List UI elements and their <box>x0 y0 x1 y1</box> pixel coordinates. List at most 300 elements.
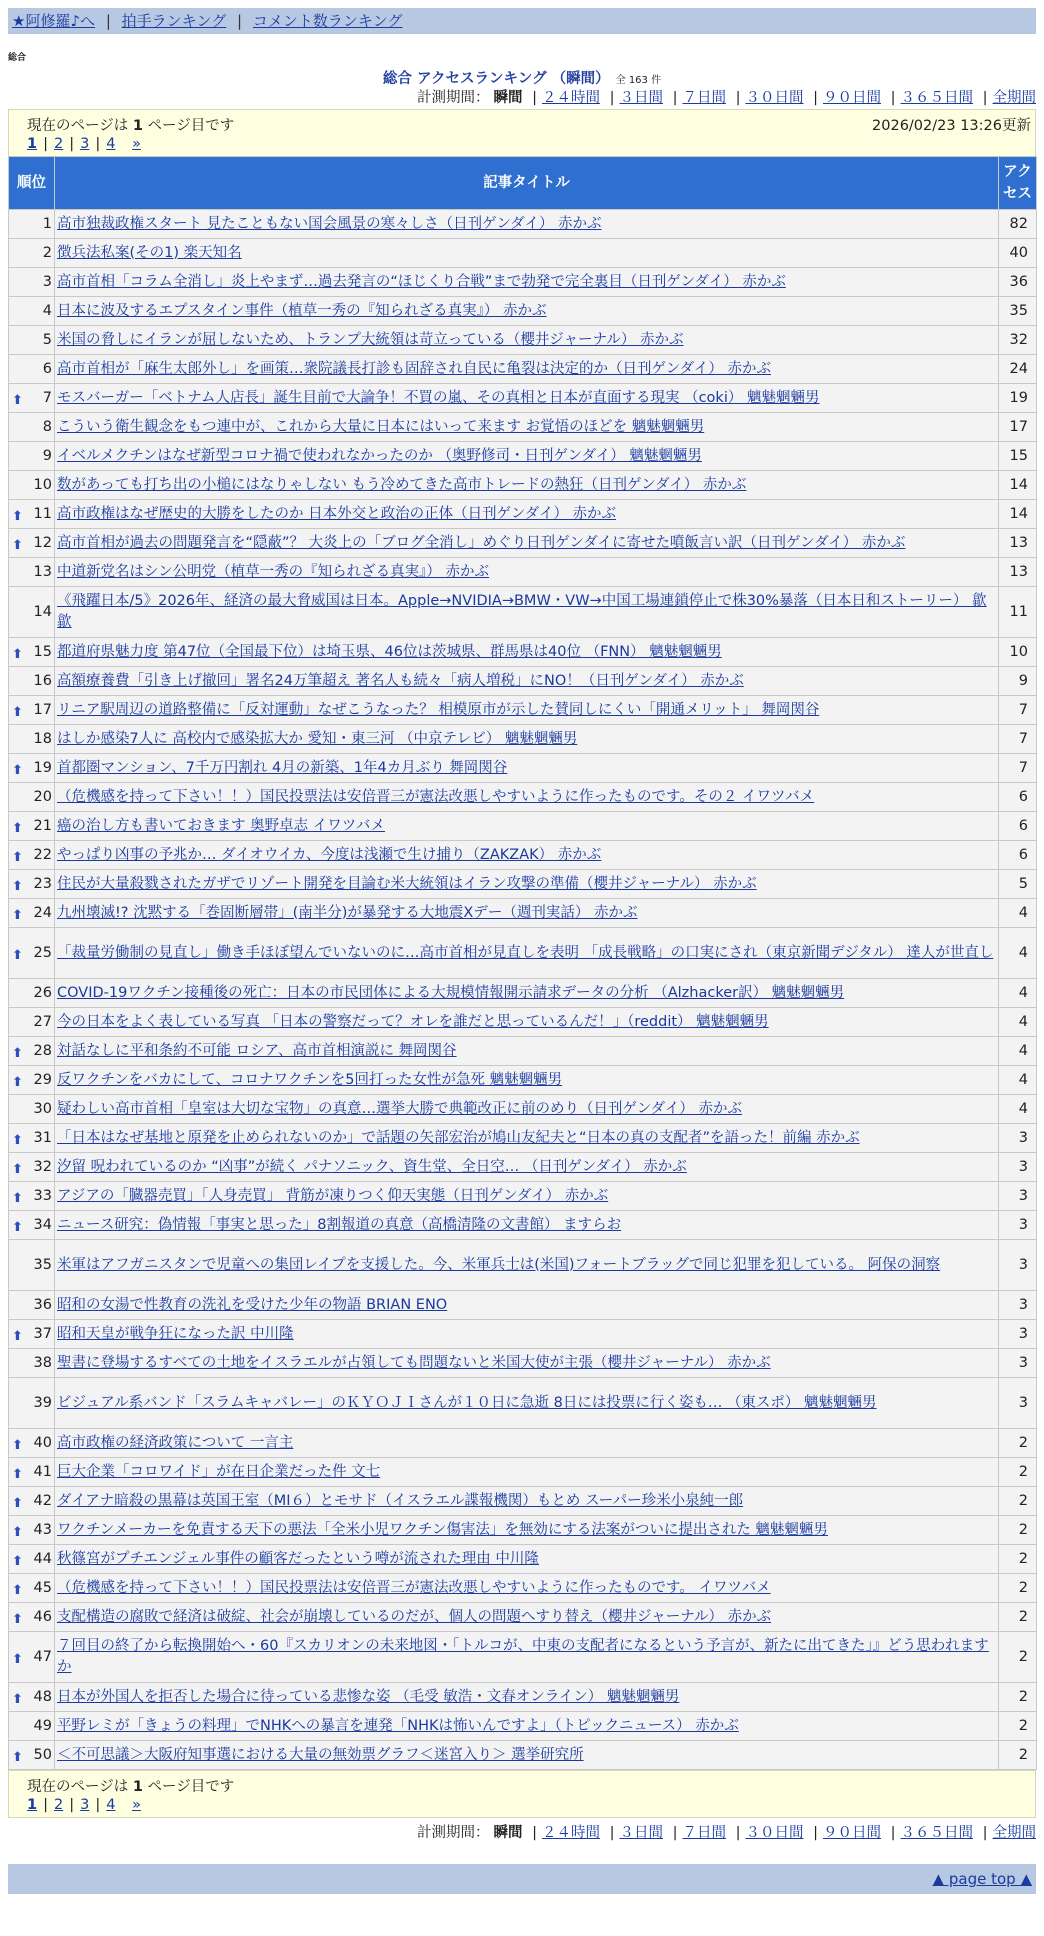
top-nav <box>8 8 1036 34</box>
access-count: 11 <box>999 587 1037 638</box>
period-7d-link[interactable]: ７日間 <box>682 1825 726 1841</box>
title-cell <box>55 870 999 899</box>
updated-timestamp: 2026/02/23 13:26更新 <box>872 118 1031 134</box>
title-cell <box>55 1320 999 1349</box>
title-cell <box>55 500 999 529</box>
up-arrow-icon: ⬆ <box>12 1191 23 1206</box>
up-arrow-icon: ⬆ <box>12 763 23 778</box>
table-row <box>9 471 1037 500</box>
access-count: 4 <box>999 979 1037 1008</box>
period-separator: | <box>609 1825 615 1841</box>
rank-cell <box>9 928 55 979</box>
table-row <box>9 1741 1037 1770</box>
page-next-link[interactable]: » <box>132 136 141 152</box>
table-row <box>9 638 1037 667</box>
table-row <box>9 696 1037 725</box>
title-cell <box>55 1066 999 1095</box>
title-cell <box>55 1574 999 1603</box>
period-365d-link[interactable]: ３６５日間 <box>900 90 973 106</box>
rank-cell <box>9 1008 55 1037</box>
article-title-link[interactable]: COVID-19ワクチン接種後の死亡：日本の市民団体による大規模情報開示請求データの分析 （Alzhacker訳） 魑魅魍魎男 <box>57 984 845 1001</box>
access-count: 2 <box>999 1683 1037 1712</box>
article-title-link[interactable]: 中道新党名はシン公明党（植草一秀の『知られざる真実』） 赤かぶ <box>57 563 489 580</box>
period-label: 計測期間： <box>417 1825 490 1841</box>
title-cell <box>55 413 999 442</box>
up-arrow-icon: ⬆ <box>12 1133 23 1148</box>
access-count: 7 <box>999 725 1037 754</box>
rank-cell <box>9 812 55 841</box>
title-cell <box>55 783 999 812</box>
table-row <box>9 667 1037 696</box>
table-row <box>9 1458 1037 1487</box>
rank-number: 39 <box>33 1394 52 1411</box>
title-cell <box>55 1603 999 1632</box>
article-title-link[interactable]: 高市独裁政権スタート 見たこともない国会風景の寒々しさ（日刊ゲンダイ） 赤かぶ <box>57 215 602 232</box>
access-count: 3 <box>999 1378 1037 1429</box>
access-count: 14 <box>999 500 1037 529</box>
access-count: 19 <box>999 384 1037 413</box>
page-link-3[interactable]: 3 <box>80 136 90 152</box>
rank-number: 25 <box>33 944 52 961</box>
clap-ranking-link[interactable]: 拍手ランキング <box>121 12 227 30</box>
rank-cell <box>9 1095 55 1124</box>
table-row <box>9 1712 1037 1741</box>
table-row <box>9 413 1037 442</box>
table-row <box>9 1291 1037 1320</box>
article-title-link[interactable]: こういう衛生観念をもつ連中が、これから大量に日本にはいって来ます お覚悟のほどを 魑魅魍魎男 <box>57 418 705 435</box>
rank-cell <box>9 210 55 239</box>
rank-number: 46 <box>33 1608 52 1625</box>
access-count: 4 <box>999 928 1037 979</box>
up-arrow-icon: ⬆ <box>12 948 23 963</box>
access-count: 7 <box>999 696 1037 725</box>
up-arrow-icon: ⬆ <box>12 1329 23 1344</box>
table-row <box>9 1429 1037 1458</box>
nav-separator: | <box>105 12 111 30</box>
article-title-link[interactable]: 米国の脅しにイランが屈しないため、トランプ大統領は苛立っている（櫻井ジャーナル） 赤かぶ <box>57 331 684 348</box>
title-cell <box>55 471 999 500</box>
title-cell <box>55 210 999 239</box>
page-title: 総合 アクセスランキング （瞬間） <box>382 71 610 87</box>
rank-cell <box>9 1574 55 1603</box>
access-count: 4 <box>999 899 1037 928</box>
table-row <box>9 754 1037 783</box>
article-title-link[interactable]: 日本に波及するエプスタイン事件（植草一秀の『知られざる真実』） 赤かぶ <box>57 302 547 319</box>
article-title-link[interactable]: 《飛躍日本/5》2026年、経済の最大脅威国は日本。Apple→NVIDIA→BMW・VW→中国工場連鎖停止で株30%暴落（日本日和ストーリー） 歙歙 <box>57 593 987 630</box>
period-24h-link[interactable]: ２４時間 <box>542 1825 600 1841</box>
up-arrow-icon: ⬆ <box>12 509 23 524</box>
article-title-link[interactable]: 住民が大量殺戮されたガザでリゾート開発を目論む米大統領はイラン攻撃の準備（櫻井ジャーナル） 赤かぶ <box>57 875 757 892</box>
access-count: 2 <box>999 1487 1037 1516</box>
title-cell <box>55 1349 999 1378</box>
rank-cell <box>9 1182 55 1211</box>
article-title-link[interactable]: 高市政権の経済政策について 一言主 <box>57 1434 294 1451</box>
rank-cell <box>9 1349 55 1378</box>
access-count: 3 <box>999 1291 1037 1320</box>
current-page-number: 1 <box>132 1779 143 1795</box>
up-arrow-icon: ⬆ <box>12 1220 23 1235</box>
access-count: 40 <box>999 239 1037 268</box>
article-title-link[interactable]: 「裁量労働制の見直し」働き手ほぼ望んでいないのに…高市首相が見直しを表明 「成長戦略」の口実にされ（東京新聞デジタル） 達人が世直し <box>57 944 994 961</box>
ranking-table <box>8 156 1037 1770</box>
table-row <box>9 899 1037 928</box>
table-row <box>9 210 1037 239</box>
rank-cell <box>9 529 55 558</box>
period-365d-link[interactable]: ３６５日間 <box>900 1825 973 1841</box>
rank-number: 37 <box>33 1325 52 1342</box>
rank-number: 44 <box>33 1550 52 1567</box>
access-count: 3 <box>999 1124 1037 1153</box>
article-title-link[interactable]: ニュース研究：偽情報「事実と思った」8割報道の真意（高橋清隆の文書館） ますらお <box>57 1216 622 1233</box>
article-title-link[interactable]: 聖書に登場するすべての土地をイスラエルが占領しても問題ないと米国大使が主張（櫻井ジャーナル） 赤かぶ <box>57 1354 771 1371</box>
title-cell <box>55 239 999 268</box>
article-title-link[interactable]: 秋篠宮がプチエンジェル事件の顧客だったという噂が流された理由 中川隆 <box>57 1550 539 1567</box>
title-cell <box>55 1124 999 1153</box>
article-title-link[interactable]: アジアの「臓器売買」「人身売買」 背筋が凍りつく仰天実態（日刊ゲンダイ） 赤かぶ <box>57 1187 609 1204</box>
rank-number: 40 <box>33 1434 52 1451</box>
col-access-header: アクセス <box>999 157 1037 210</box>
rank-cell <box>9 355 55 384</box>
access-count: 4 <box>999 1037 1037 1066</box>
article-title-link[interactable]: 反ワクチンをバカにして、コロナワクチンを5回打った女性が急死 魑魅魍魎男 <box>57 1071 563 1088</box>
page-links <box>27 1797 141 1813</box>
rank-number: 19 <box>33 759 52 776</box>
access-count: 14 <box>999 471 1037 500</box>
page-top-link[interactable]: ▲ page top ▲ <box>932 1870 1032 1888</box>
table-row <box>9 1349 1037 1378</box>
rank-cell <box>9 297 55 326</box>
article-title-link[interactable]: 汐留 呪われているのか “凶事”が続く パナソニック、資生堂、全日空… （日刊ゲンダイ） 赤かぶ <box>57 1158 687 1175</box>
current-page-text <box>27 114 234 135</box>
up-arrow-icon: ⬆ <box>12 538 23 553</box>
up-arrow-icon: ⬆ <box>12 1438 23 1453</box>
rank-cell <box>9 1211 55 1240</box>
article-title-link[interactable]: 高額療養費「引き上げ撤回」署名24万筆超え 著名人も続々「病人増税」にNO！（日刊ゲンダイ） 赤かぶ <box>57 672 744 689</box>
title-cell <box>55 841 999 870</box>
page-link-4[interactable]: 4 <box>106 1797 116 1813</box>
table-row <box>9 1211 1037 1240</box>
article-title-link[interactable]: リニア駅周辺の道路整備に「反対運動」なぜこうなった？ 相模原市が示した賛同しにくい「開通メリット」 舞岡関谷 <box>57 701 820 718</box>
table-row <box>9 1632 1037 1683</box>
access-count: 2 <box>999 1545 1037 1574</box>
period-90d-link[interactable]: ９０日間 <box>823 90 881 106</box>
period-all-link[interactable]: 全期間 <box>992 90 1036 106</box>
period-30d-link[interactable]: ３０日間 <box>745 1825 804 1841</box>
page-links <box>27 136 141 152</box>
rank-cell <box>9 1458 55 1487</box>
table-row <box>9 1182 1037 1211</box>
rank-number: 41 <box>33 1463 52 1480</box>
page-separator: | <box>95 1797 101 1813</box>
rank-number: 42 <box>33 1492 52 1509</box>
rank-number: 24 <box>33 904 52 921</box>
rank-number: 9 <box>42 447 52 464</box>
title-cell <box>55 1240 999 1291</box>
access-count: 9 <box>999 667 1037 696</box>
article-title-link[interactable]: 高市首相「コラム全消し」炎上やまず…過去発言の“ほじくり合戦”まで勃発で完全裏目（日刊ゲンダイ） 赤かぶ <box>57 273 786 290</box>
rank-cell <box>9 1378 55 1429</box>
page-link-current[interactable]: 1 <box>27 136 38 152</box>
rank-cell <box>9 326 55 355</box>
footer-bar <box>8 1864 1036 1894</box>
access-count: 3 <box>999 1320 1037 1349</box>
rank-number: 18 <box>33 730 52 747</box>
article-title-link[interactable]: 支配構造の腐敗で経済は破綻、社会が崩壊しているのだが、個人の問題へすり替え（櫻井ジャーナル） 赤かぶ <box>57 1608 772 1625</box>
access-count: 15 <box>999 442 1037 471</box>
current-page-suffix: ページ目です <box>147 1779 235 1795</box>
article-title-link[interactable]: 米軍はアフガニスタンで児童への集団レイプを支援した。今、米軍兵士は(米国)フォートブラッグで同じ犯罪を犯している。 阿保の洞察 <box>57 1256 941 1273</box>
period-24h-link[interactable]: ２４時間 <box>542 90 600 106</box>
period-separator: | <box>609 90 615 106</box>
title-cell <box>55 754 999 783</box>
rank-number: 43 <box>33 1521 52 1538</box>
rank-cell <box>9 384 55 413</box>
rank-cell <box>9 870 55 899</box>
article-title-link[interactable]: ビジュアル系バンド「スラムキャバレー」のＫＹＯＪＩさんが１０日に急逝 8日には投票に行く姿も… （東スポ） 魑魅魍魎男 <box>57 1394 877 1411</box>
title-cell <box>55 1211 999 1240</box>
title-cell <box>55 355 999 384</box>
up-arrow-icon: ⬆ <box>12 1750 23 1765</box>
rank-cell <box>9 667 55 696</box>
rank-cell <box>9 638 55 667</box>
article-title-link[interactable]: 対話なしに平和条約不可能 ロシア、高市首相演説に 舞岡関谷 <box>57 1042 457 1059</box>
access-count: 2 <box>999 1516 1037 1545</box>
rank-cell <box>9 1603 55 1632</box>
title-cell <box>55 979 999 1008</box>
up-arrow-icon: ⬆ <box>12 1467 23 1482</box>
table-row <box>9 1240 1037 1291</box>
title-cell <box>55 587 999 638</box>
page-separator: | <box>43 136 48 152</box>
rank-number: 36 <box>33 1296 52 1313</box>
ranking-body <box>9 210 1037 1770</box>
rank-number: 21 <box>33 817 52 834</box>
period-7d-link[interactable]: ７日間 <box>682 90 726 106</box>
rank-number: 22 <box>33 846 52 863</box>
table-row <box>9 326 1037 355</box>
article-title-link[interactable]: 首都圏マンション、7千万円割れ 4月の新築、1年4カ月ぶり 舞岡関谷 <box>57 759 508 776</box>
article-title-link[interactable]: 巨大企業「コロワイド」が在日企業だった件 文七 <box>57 1463 381 1480</box>
period-separator: | <box>813 90 818 106</box>
table-row <box>9 1008 1037 1037</box>
article-title-link[interactable]: 疑わしい高市首相「皇室は大切な宝物」の真意…選挙大勝で典範改正に前のめり（日刊ゲンダイ） 赤かぶ <box>57 1100 742 1117</box>
rank-number: 35 <box>33 1256 52 1273</box>
period-separator: | <box>735 90 741 106</box>
title-cell <box>55 529 999 558</box>
article-title-link[interactable]: 今の日本をよく表している写真 「日本の警察だって？オレを誰だと思っているんだ！」（reddit） 魑魅魍魎男 <box>57 1013 769 1030</box>
period-separator: | <box>982 1825 988 1841</box>
article-title-link[interactable]: 昭和の女湯で性教育の洗礼を受けた少年の物語 BRIAN ENO <box>57 1296 448 1313</box>
article-title-link[interactable]: 高市政権はなぜ歴史的大勝をしたのか 日本外交と政治の正体（日刊ゲンダイ） 赤かぶ <box>57 505 617 522</box>
page-title-block <box>0 67 1044 87</box>
rank-number: 27 <box>33 1013 52 1030</box>
article-title-link[interactable]: 九州壊滅!? 沈黙する「巻固断層帯」(南半分)が暴発する大地震Xデー（週刊実話） 赤かぶ <box>57 904 638 921</box>
rank-cell <box>9 1291 55 1320</box>
period-separator: | <box>672 1825 678 1841</box>
access-count: 7 <box>999 754 1037 783</box>
article-title-link[interactable]: やっぱり凶事の予兆か… ダイオウイカ、今度は浅瀬で生け捕り（ZAKZAK） 赤かぶ <box>57 846 602 863</box>
article-title-link[interactable]: モスバーガー「ベトナム人店長」誕生目前で大論争！不買の嵐、その真相と日本が直面する現実 （coki） 魑魅魍魎男 <box>57 389 820 406</box>
article-title-link[interactable]: ＜不可思議＞大阪府知事選における大量の無効票グラフ＜迷宮入り＞ 選挙研究所 <box>57 1746 584 1763</box>
access-count: 32 <box>999 326 1037 355</box>
title-cell <box>55 1712 999 1741</box>
period-separator: | <box>735 1825 741 1841</box>
page-link-4[interactable]: 4 <box>106 136 116 152</box>
article-title-link[interactable]: ダイアナ暗殺の黒幕は英国王室（MI６）とモサド（イスラエル諜報機関）もとめ スーパー珍米小泉純一郎 <box>57 1492 744 1509</box>
article-title-link[interactable]: はしか感染7人に 高校内で感染拡大か 愛知・東三河 （中京テレビ） 魑魅魍魎男 <box>57 730 578 747</box>
total-count: 全 163 件 <box>615 75 662 86</box>
table-row <box>9 979 1037 1008</box>
table-row <box>9 529 1037 558</box>
table-row <box>9 587 1037 638</box>
article-title-link[interactable]: 日本が外国人を拒否した場合に待っている悲惨な姿 （毛受 敏浩・文春オンライン） 魑魅魍魎男 <box>57 1688 680 1705</box>
article-title-link[interactable]: 昭和天皇が戦争狂になった訳 中川隆 <box>57 1325 294 1342</box>
page-link-2[interactable]: 2 <box>53 136 64 152</box>
rank-cell <box>9 1066 55 1095</box>
rank-cell <box>9 1153 55 1182</box>
title-cell <box>55 1095 999 1124</box>
title-cell <box>55 1153 999 1182</box>
rank-cell <box>9 413 55 442</box>
title-cell <box>55 442 999 471</box>
page-next-link[interactable]: » <box>132 1797 141 1813</box>
home-link[interactable]: ★阿修羅♪へ <box>12 12 96 30</box>
access-count: 2 <box>999 1603 1037 1632</box>
rank-cell <box>9 1712 55 1741</box>
table-row <box>9 558 1037 587</box>
article-title-link[interactable]: 数があっても打ち出の小槌にはなりゃしない もう冷めてきた高市トレードの熱狂（日刊ゲンダイ） 赤かぶ <box>57 476 747 493</box>
rank-number: 49 <box>33 1717 52 1734</box>
period-3d-link[interactable]: ３日間 <box>619 1825 663 1841</box>
rank-cell <box>9 1320 55 1349</box>
rank-number: 6 <box>42 360 52 377</box>
table-row <box>9 1683 1037 1712</box>
rank-cell <box>9 725 55 754</box>
article-title-link[interactable]: イベルメクチンはなぜ新型コロナ禍で使われなかったのか （奥野修司・日刊ゲンダイ） 魑魅魍魎男 <box>57 447 702 464</box>
page-link-3[interactable]: 3 <box>80 1797 90 1813</box>
article-title-link[interactable]: （危機感を持って下さい！！）国民投票法は安倍晋三が憲法改悪しやすいように作ったものです。その２ イワツバメ <box>57 788 815 805</box>
rank-cell <box>9 754 55 783</box>
up-arrow-icon: ⬆ <box>12 1583 23 1598</box>
table-row <box>9 297 1037 326</box>
access-count: 3 <box>999 1349 1037 1378</box>
title-cell <box>55 558 999 587</box>
article-title-link[interactable]: （危機感を持って下さい！！）国民投票法は安倍晋三が憲法改悪しやすいように作ったものです。 イワツバメ <box>57 1579 771 1596</box>
up-arrow-icon: ⬆ <box>12 850 23 865</box>
rank-cell <box>9 268 55 297</box>
table-row <box>9 1378 1037 1429</box>
rank-number: 30 <box>33 1100 52 1117</box>
period-90d-link[interactable]: ９０日間 <box>823 1825 881 1841</box>
article-title-link[interactable]: ７回目の終了から転換開始へ・60『スカリオンの未来地図・「トルコが、中東の支配者になるという予言が、新たに出てきた」』どう思われますか <box>57 1638 989 1675</box>
title-cell <box>55 638 999 667</box>
title-cell <box>55 1516 999 1545</box>
access-count: 2 <box>999 1632 1037 1683</box>
up-arrow-icon: ⬆ <box>12 879 23 894</box>
rank-number: 23 <box>33 875 52 892</box>
period-all-link[interactable]: 全期間 <box>992 1825 1036 1841</box>
rank-cell <box>9 500 55 529</box>
table-row <box>9 783 1037 812</box>
title-cell <box>55 1487 999 1516</box>
rank-number: 10 <box>33 476 52 493</box>
access-count: 3 <box>999 1153 1037 1182</box>
title-cell <box>55 297 999 326</box>
rank-number: 34 <box>33 1216 52 1233</box>
period-separator: | <box>532 90 537 106</box>
up-arrow-icon: ⬆ <box>12 1496 23 1511</box>
access-count: 2 <box>999 1458 1037 1487</box>
period-separator: | <box>532 1825 537 1841</box>
nav-separator: | <box>237 12 243 30</box>
up-arrow-icon: ⬆ <box>12 908 23 923</box>
table-row <box>9 1516 1037 1545</box>
period-separator: | <box>890 1825 896 1841</box>
table-row <box>9 1066 1037 1095</box>
up-arrow-icon: ⬆ <box>12 1692 23 1707</box>
article-title-link[interactable]: 徴兵法私案(その1) 楽天知名 <box>57 244 242 261</box>
rank-cell <box>9 1632 55 1683</box>
article-title-link[interactable]: ワクチンメーカーを免責する天下の悪法「全米小児ワクチン傷害法」を無効にする法案がついに提出された 魑魅魍魎男 <box>57 1521 828 1538</box>
access-count: 2 <box>999 1741 1037 1770</box>
article-title-link[interactable]: 都道府県魅力度 第47位（全国最下位）は埼玉県、46位は茨城県、群馬県は40位 （FNN） 魑魅魍魎男 <box>57 643 722 660</box>
period-separator: | <box>672 90 678 106</box>
title-cell <box>55 1632 999 1683</box>
table-row <box>9 870 1037 899</box>
period-30d-link[interactable]: ３０日間 <box>745 90 804 106</box>
rank-number: 45 <box>33 1579 52 1596</box>
article-title-link[interactable]: 高市首相が「麻生太郎外し」を画策…衆院議長打診も固辞され自民に亀裂は決定的か（日刊ゲンダイ） 赤かぶ <box>57 360 771 377</box>
access-count: 3 <box>999 1240 1037 1291</box>
rank-number: 32 <box>33 1158 52 1175</box>
rank-cell <box>9 558 55 587</box>
comment-ranking-link[interactable]: コメント数ランキング <box>252 12 403 30</box>
table-row <box>9 442 1037 471</box>
article-title-link[interactable]: 高市首相が過去の問題発言を“隠蔽”？ 大炎上の「ブログ全消し」めぐり日刊ゲンダイに寄せた噴飯言い訳（日刊ゲンダイ） 赤かぶ <box>57 534 906 551</box>
rank-number: 17 <box>33 701 52 718</box>
article-title-link[interactable]: 癌の治し方も書いておきます 奥野卓志 イワツバメ <box>57 817 385 834</box>
up-arrow-icon: ⬆ <box>12 647 23 662</box>
up-arrow-icon: ⬆ <box>12 1162 23 1177</box>
title-cell <box>55 696 999 725</box>
rank-number: 47 <box>33 1648 52 1665</box>
page-link-current[interactable]: 1 <box>27 1797 38 1813</box>
page-separator: | <box>95 136 101 152</box>
access-count: 17 <box>999 413 1037 442</box>
access-count: 6 <box>999 783 1037 812</box>
page-link-2[interactable]: 2 <box>53 1797 64 1813</box>
access-count: 2 <box>999 1429 1037 1458</box>
title-cell <box>55 725 999 754</box>
rank-number: 14 <box>33 603 52 620</box>
rank-number: 38 <box>33 1354 52 1371</box>
period-3d-link[interactable]: ３日間 <box>619 90 663 106</box>
access-count: 13 <box>999 558 1037 587</box>
access-count: 4 <box>999 1066 1037 1095</box>
up-arrow-icon: ⬆ <box>12 821 23 836</box>
table-row <box>9 1153 1037 1182</box>
article-title-link[interactable]: 「日本はなぜ基地と原発を止められないのか」で話題の矢部宏治が鳩山友紀夫と“日本の真の支配者”を語った！前編 赤かぶ <box>57 1129 860 1146</box>
rank-number: 28 <box>33 1042 52 1059</box>
rank-cell <box>9 587 55 638</box>
rank-number: 5 <box>42 331 52 348</box>
access-count: 24 <box>999 355 1037 384</box>
rank-cell <box>9 1240 55 1291</box>
up-arrow-icon: ⬆ <box>12 1652 23 1667</box>
table-header-row <box>9 157 1037 210</box>
title-cell <box>55 1545 999 1574</box>
article-title-link[interactable]: 平野レミが「きょうの料理」でNHKへの暴言を連発「NHKは怖いんですよ」（トピックニュース） 赤かぶ <box>57 1717 739 1734</box>
